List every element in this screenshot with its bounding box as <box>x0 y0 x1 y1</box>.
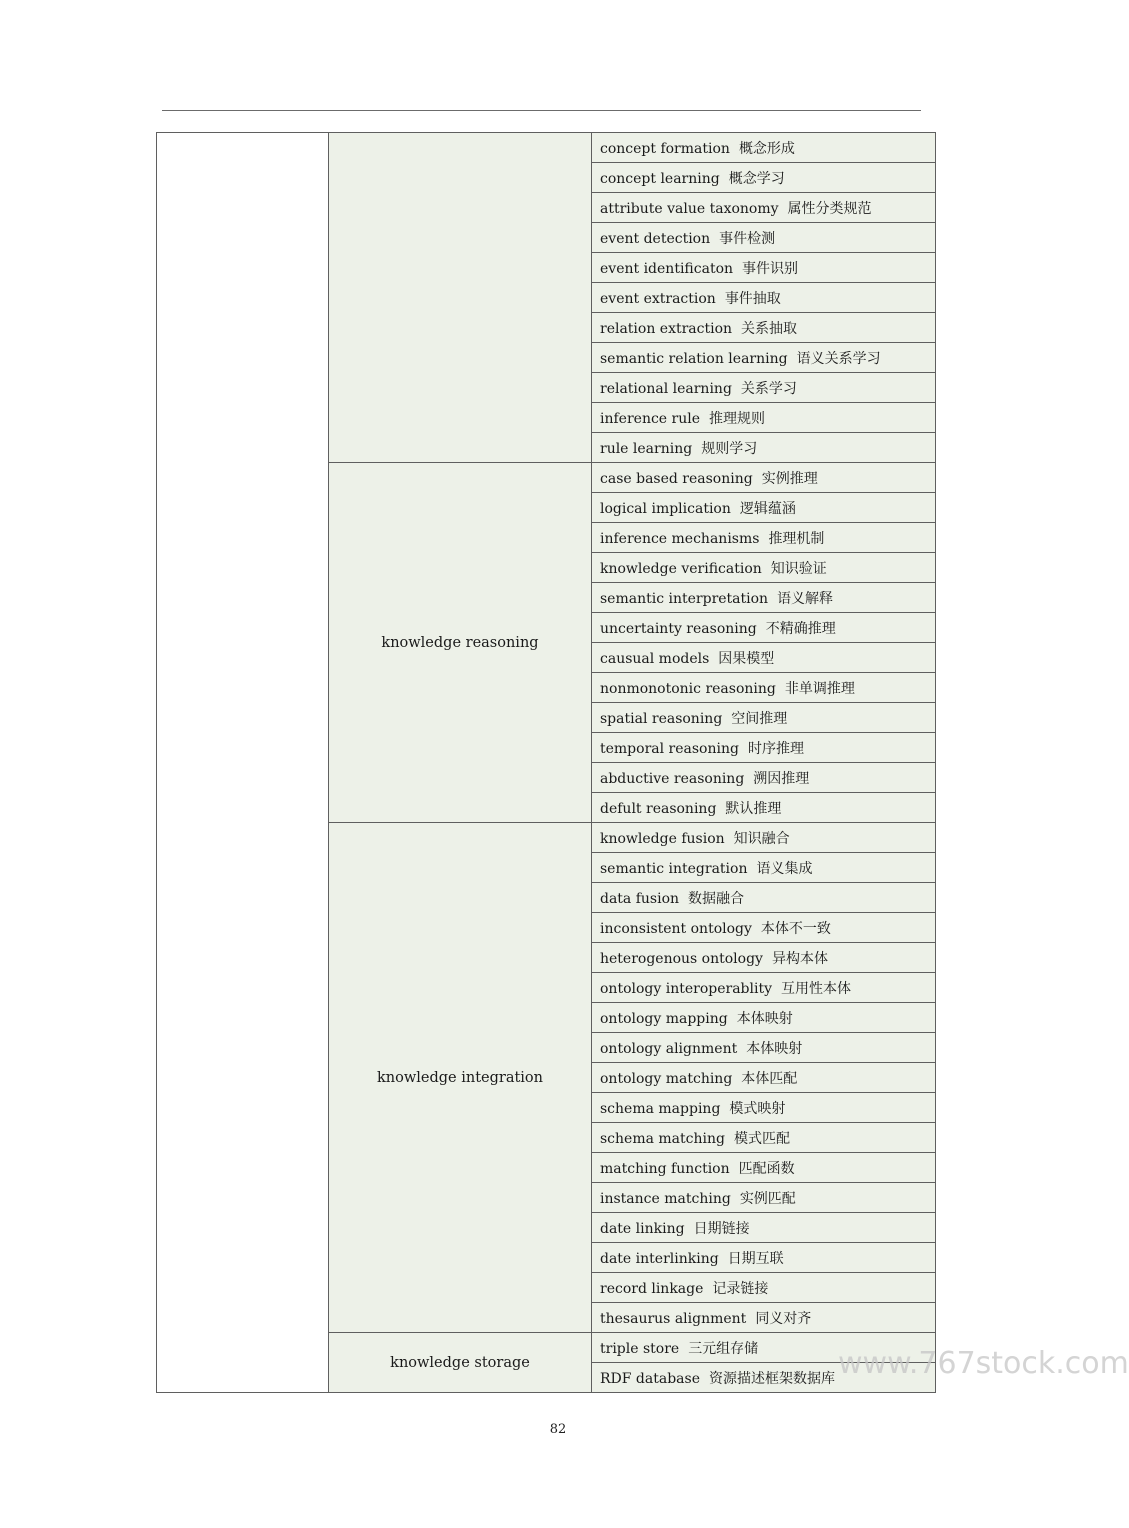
subcategory-cell <box>329 133 592 463</box>
term-english: uncertainty reasoning <box>600 620 757 637</box>
term-cell <box>592 733 936 763</box>
term-chinese: 日期链接 <box>693 1220 750 1237</box>
term-english: ontology interoperablity <box>600 980 772 997</box>
term-english: inference rule <box>600 410 701 427</box>
table-row <box>157 133 936 163</box>
term-cell <box>592 373 936 403</box>
term-english: event extraction <box>600 290 716 307</box>
term-cell <box>592 463 936 493</box>
term-english: rule learning <box>600 440 693 457</box>
term-chinese: 事件检测 <box>719 230 776 247</box>
term-chinese: 异构本体 <box>771 950 828 967</box>
header-rule <box>162 110 921 111</box>
term-english: matching function <box>600 1160 730 1177</box>
term-cell <box>592 403 936 433</box>
term-english: triple store <box>600 1340 680 1357</box>
category-cell <box>157 133 329 1393</box>
term-cell <box>592 613 936 643</box>
term-cell <box>592 283 936 313</box>
glossary-table <box>156 132 936 1393</box>
term-english: date interlinking <box>600 1250 719 1267</box>
term-chinese: 溯因推理 <box>753 770 810 787</box>
term-chinese: 推理机制 <box>768 530 825 547</box>
term-chinese: 资源描述框架数据库 <box>709 1370 835 1387</box>
term-cell <box>592 853 936 883</box>
glossary-body <box>157 133 936 1393</box>
term-cell <box>592 493 936 523</box>
term-english: concept formation <box>600 140 730 157</box>
term-english: relational learning <box>600 380 732 397</box>
term-cell <box>592 1243 936 1273</box>
term-chinese: 模式匹配 <box>733 1130 790 1147</box>
term-chinese: 本体匹配 <box>741 1070 798 1087</box>
term-english: logical implication <box>600 500 731 517</box>
term-cell <box>592 883 936 913</box>
term-english: heterogenous ontology <box>600 950 763 967</box>
term-cell <box>592 1003 936 1033</box>
term-cell <box>592 763 936 793</box>
term-cell <box>592 1333 936 1363</box>
term-chinese: 关系抽取 <box>741 320 798 337</box>
subcategory-cell: knowledge reasoning <box>329 463 592 823</box>
term-english: spatial reasoning <box>600 710 723 727</box>
term-english: inconsistent ontology <box>600 920 752 937</box>
term-cell <box>592 253 936 283</box>
term-chinese: 规则学习 <box>701 440 758 457</box>
term-chinese: 模式映射 <box>729 1100 786 1117</box>
term-cell <box>592 223 936 253</box>
term-cell <box>592 133 936 163</box>
page-number: 82 <box>549 1422 567 1437</box>
term-cell <box>592 643 936 673</box>
term-chinese: 时序推理 <box>747 740 804 757</box>
term-chinese: 逻辑蕴涵 <box>739 500 796 517</box>
term-english: causual models <box>600 650 710 667</box>
term-english: knowledge fusion <box>600 830 725 847</box>
term-cell <box>592 1033 936 1063</box>
term-english: event identificaton <box>600 260 734 277</box>
term-cell <box>592 1303 936 1333</box>
term-chinese: 知识验证 <box>770 560 827 577</box>
term-english: record linkage <box>600 1280 704 1297</box>
term-cell <box>592 1123 936 1153</box>
term-english: instance matching <box>600 1190 731 1207</box>
term-cell <box>592 193 936 223</box>
term-english: semantic relation learning <box>600 350 788 367</box>
term-chinese: 空间推理 <box>731 710 788 727</box>
term-cell <box>592 1063 936 1093</box>
term-english: RDF database <box>600 1370 700 1387</box>
term-english: event detection <box>600 230 711 247</box>
term-chinese: 语义关系学习 <box>796 350 881 367</box>
term-cell <box>592 163 936 193</box>
term-cell <box>592 523 936 553</box>
term-chinese: 匹配函数 <box>738 1160 795 1177</box>
term-english: semantic interpretation <box>600 590 769 607</box>
term-chinese: 属性分类规范 <box>787 200 872 217</box>
term-chinese: 非单调推理 <box>784 680 855 697</box>
term-chinese: 本体映射 <box>746 1040 803 1057</box>
term-cell <box>592 1153 936 1183</box>
term-chinese: 不精确推理 <box>765 620 836 637</box>
term-cell <box>592 793 936 823</box>
term-chinese: 数据融合 <box>688 890 745 907</box>
term-english: relation extraction <box>600 320 733 337</box>
term-chinese: 语义解释 <box>777 590 834 607</box>
term-english: ontology alignment <box>600 1040 738 1057</box>
term-cell <box>592 1093 936 1123</box>
term-english: temporal reasoning <box>600 740 739 757</box>
term-chinese: 同义对齐 <box>755 1310 812 1327</box>
term-chinese: 本体不一致 <box>760 920 831 937</box>
term-english: nonmonotonic reasoning <box>600 680 776 697</box>
term-english: schema matching <box>600 1130 725 1147</box>
term-cell <box>592 583 936 613</box>
term-chinese: 默认推理 <box>725 800 782 817</box>
term-chinese: 事件识别 <box>742 260 799 277</box>
term-cell <box>592 823 936 853</box>
term-chinese: 实例匹配 <box>739 1190 796 1207</box>
term-chinese: 日期互联 <box>727 1250 784 1267</box>
term-cell <box>592 553 936 583</box>
term-cell <box>592 973 936 1003</box>
term-english: defult reasoning <box>600 800 717 817</box>
term-cell <box>592 943 936 973</box>
term-cell <box>592 313 936 343</box>
term-chinese: 推理规则 <box>709 410 766 427</box>
term-cell <box>592 703 936 733</box>
term-english: abductive reasoning <box>600 770 745 787</box>
term-chinese: 三元组存储 <box>688 1340 759 1357</box>
term-english: knowledge verification <box>600 560 762 577</box>
term-english: attribute value taxonomy <box>600 200 779 217</box>
term-chinese: 互用性本体 <box>781 980 851 997</box>
term-english: ontology matching <box>600 1070 733 1087</box>
term-english: ontology mapping <box>600 1010 728 1027</box>
term-cell <box>592 1363 936 1393</box>
term-english: schema mapping <box>600 1100 721 1117</box>
term-chinese: 语义集成 <box>756 860 813 877</box>
term-chinese: 因果模型 <box>718 650 775 667</box>
term-chinese: 概念形成 <box>738 140 795 157</box>
term-cell <box>592 1183 936 1213</box>
term-chinese: 知识融合 <box>733 830 790 847</box>
term-chinese: 记录链接 <box>712 1280 769 1297</box>
term-chinese: 事件抽取 <box>724 290 781 307</box>
term-chinese: 实例推理 <box>761 470 818 487</box>
term-cell <box>592 913 936 943</box>
term-english: semantic integration <box>600 860 748 877</box>
term-cell <box>592 1273 936 1303</box>
term-chinese: 概念学习 <box>728 170 785 187</box>
term-english: concept learning <box>600 170 720 187</box>
term-chinese: 关系学习 <box>740 380 797 397</box>
watermark-site: www.767stock.com <box>838 1346 1129 1381</box>
subcategory-cell: knowledge storage <box>329 1333 592 1393</box>
term-cell <box>592 673 936 703</box>
term-english: data fusion <box>600 890 680 907</box>
term-cell <box>592 343 936 373</box>
term-cell <box>592 1213 936 1243</box>
term-chinese: 本体映射 <box>736 1010 793 1027</box>
subcategory-cell: knowledge integration <box>329 823 592 1333</box>
term-english: case based reasoning <box>600 470 753 487</box>
term-english: inference mechanisms <box>600 530 760 547</box>
term-cell <box>592 433 936 463</box>
term-english: date linking <box>600 1220 685 1237</box>
term-english: thesaurus alignment <box>600 1310 747 1327</box>
